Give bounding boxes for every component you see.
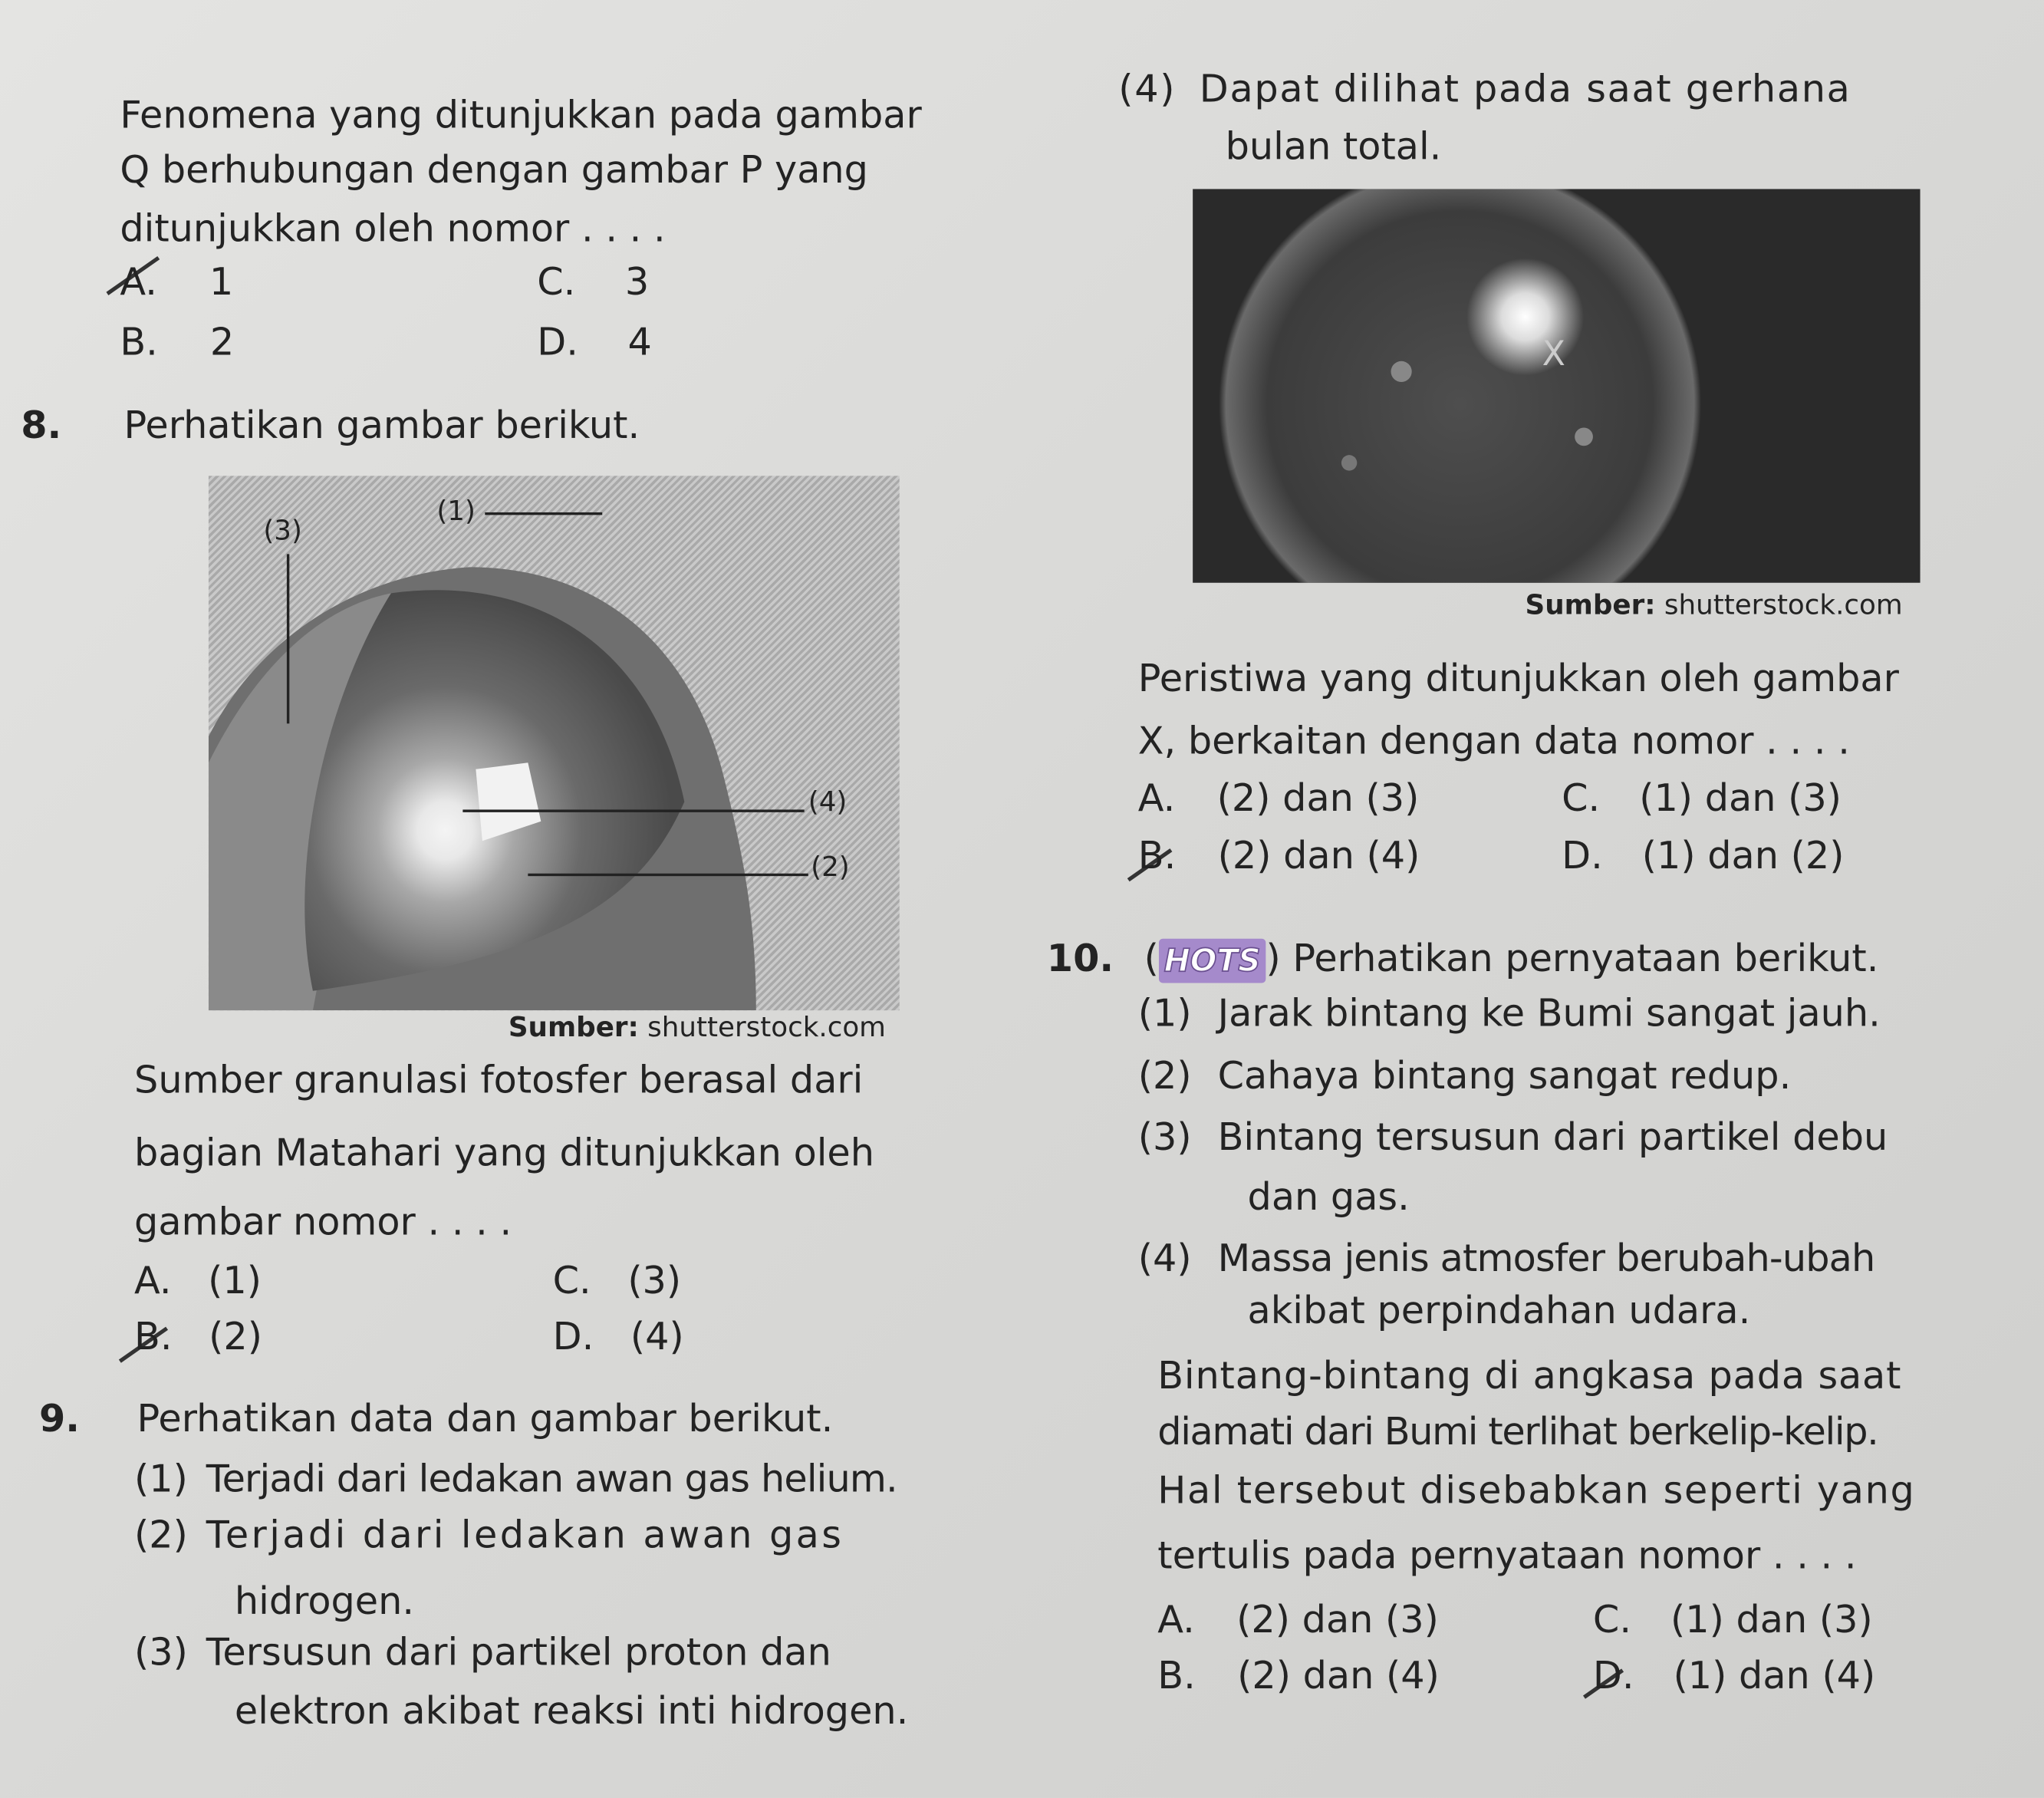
option-letter: A.: [1157, 1597, 1195, 1642]
solar-flare-photo: [1193, 189, 1920, 582]
option-text: (4): [630, 1314, 684, 1359]
option-text: 4: [627, 319, 652, 364]
q9-question-line: Peristiwa yang ditunjukkan oleh gambar: [1137, 655, 1899, 700]
option-text: (1) dan (2): [1641, 833, 1845, 878]
q9-item-2-cont: hidrogen.: [234, 1579, 415, 1624]
q8-line: gambar nomor . . . .: [134, 1199, 512, 1244]
option-text: (2) dan (3): [1216, 776, 1420, 821]
option-text: 1: [209, 259, 234, 305]
q8-line: Sumber granulasi fotosfer berasal dari: [134, 1057, 864, 1102]
q9-prompt: Perhatikan data dan gambar berikut.: [137, 1396, 834, 1441]
q10-item-3: [1138, 1115, 1888, 1159]
q7-option-d[interactable]: [537, 319, 652, 364]
q9-option-d[interactable]: [1562, 833, 1844, 878]
q9-option-c[interactable]: [1562, 776, 1842, 820]
option-letter: C.: [537, 259, 576, 305]
item-text: Cahaya bintang sangat redup.: [1217, 1053, 1792, 1098]
figure-label-3: (3): [263, 515, 302, 547]
item-number: (4): [1137, 1236, 1192, 1281]
option-text: 3: [624, 259, 650, 305]
q10-item-4: [1138, 1236, 1875, 1280]
leader-line: [485, 512, 602, 515]
item-text: Tersusun dari partikel proton dan: [206, 1629, 831, 1675]
q10-item-1: [1138, 991, 1881, 1036]
q10-item-4-cont: akibat perpindahan udara.: [1247, 1288, 1751, 1333]
option-letter: D.: [552, 1314, 594, 1359]
q10-number: 10.: [1046, 936, 1114, 981]
q7-option-b[interactable]: [120, 319, 234, 364]
q9-number: 9.: [38, 1396, 81, 1441]
item-number: (3): [134, 1629, 188, 1675]
q8-option-b[interactable]: [134, 1314, 262, 1358]
item-number: (1): [134, 1456, 188, 1501]
source-label: Sumber:: [1525, 589, 1656, 621]
q9-option-a[interactable]: [1138, 776, 1420, 820]
q10-item-2: [1138, 1053, 1791, 1098]
q7-line: Q berhubungan dengan gambar P yang: [120, 147, 868, 192]
item-text: Massa jenis atmosfer berubah-ubah: [1217, 1236, 1875, 1281]
q8-number: 8.: [21, 403, 62, 447]
q9-item-4: [1118, 67, 1851, 111]
option-letter: D.: [1562, 833, 1603, 878]
q8-option-d[interactable]: [553, 1314, 684, 1358]
figure-source: [509, 1012, 886, 1043]
option-letter: A.: [120, 259, 157, 305]
sun-flare-image: [1193, 189, 1920, 582]
q10-option-b[interactable]: [1157, 1653, 1440, 1698]
q9-item-3: [134, 1630, 831, 1675]
option-letter: C.: [1592, 1597, 1632, 1642]
q10-option-d[interactable]: [1593, 1653, 1875, 1698]
option-text: (2) dan (4): [1217, 833, 1420, 878]
option-text: (1): [208, 1258, 262, 1302]
q7-option-a[interactable]: [120, 259, 233, 304]
option-text: (3): [627, 1258, 682, 1302]
item-number: (4): [1118, 66, 1177, 111]
q10-question-line: diamati dari Bumi terlihat berkelip-kelip.: [1157, 1409, 1878, 1454]
item-text: Terjadi dari ledakan awan gas: [206, 1512, 844, 1557]
q10-question-line: Hal tersebut disebabkan seperti yang: [1157, 1467, 1916, 1513]
q10-question-line: Bintang-bintang di angkasa pada saat: [1157, 1353, 1902, 1398]
option-text: (2) dan (3): [1236, 1597, 1439, 1642]
q9-item-3-cont: elektron akibat reaksi inti hidrogen.: [234, 1688, 909, 1733]
source-label: Sumber:: [508, 1011, 639, 1043]
source-text: shutterstock.com: [1664, 589, 1903, 621]
q10-option-a[interactable]: [1157, 1597, 1439, 1642]
q7-line: Fenomena yang ditunjukkan pada gambar: [120, 92, 922, 137]
figure-label-1: (1): [436, 495, 476, 527]
q9-item-4-cont: bulan total.: [1225, 123, 1442, 169]
q7-line: ditunjukkan oleh nomor . . . .: [120, 206, 666, 251]
source-text: shutterstock.com: [647, 1011, 886, 1043]
option-letter: C.: [552, 1258, 591, 1302]
option-letter: D.: [537, 319, 578, 364]
item-text: Jarak bintang ke Bumi sangat jauh.: [1217, 990, 1881, 1036]
item-number: (2): [1137, 1053, 1192, 1098]
hots-badge: HOTS: [1159, 939, 1266, 983]
item-number: (1): [1137, 990, 1192, 1036]
q9-item-2: [134, 1513, 844, 1557]
option-letter: C.: [1562, 776, 1601, 821]
option-letter: A.: [1137, 776, 1176, 821]
option-text: (2): [209, 1314, 262, 1359]
option-text: (1) dan (3): [1639, 776, 1842, 821]
item-text: Dapat dilihat pada saat gerhana: [1199, 66, 1851, 111]
option-text: (2) dan (4): [1237, 1653, 1440, 1698]
q7-option-c[interactable]: [537, 259, 649, 304]
sun-structure-figure: [209, 476, 900, 1010]
option-text: (1) dan (4): [1673, 1653, 1876, 1698]
q10-option-c[interactable]: [1593, 1597, 1873, 1642]
option-text: 2: [209, 319, 235, 364]
q10-question-line: tertulis pada pernyataan nomor . . . .: [1157, 1533, 1857, 1578]
figure-label-2: (2): [811, 851, 850, 883]
option-text: (1) dan (3): [1670, 1597, 1873, 1642]
photo-source: [1526, 589, 1903, 621]
q9-item-1: [134, 1456, 897, 1500]
q8-option-a[interactable]: [134, 1258, 262, 1302]
q8-line: bagian Matahari yang ditunjukkan oleh: [134, 1130, 875, 1175]
leader-line: [287, 554, 289, 723]
option-letter: A.: [134, 1258, 172, 1302]
option-letter: D.: [1592, 1653, 1634, 1698]
option-letter: B.: [1157, 1653, 1196, 1698]
item-number: (2): [134, 1512, 188, 1557]
q9-option-b[interactable]: [1138, 833, 1420, 878]
item-text: Bintang tersusun dari partikel debu: [1217, 1115, 1888, 1159]
photo-label-x: X: [1542, 334, 1565, 374]
option-letter: B.: [120, 319, 158, 364]
sun-cross-section-illustration: [209, 476, 900, 1010]
q9-question-line: X, berkaitan dengan data nomor . . . .: [1137, 718, 1850, 763]
leader-line: [528, 874, 808, 876]
item-number: (3): [1137, 1115, 1192, 1159]
q10-item-3-cont: dan gas.: [1247, 1174, 1410, 1220]
q8-option-c[interactable]: [553, 1258, 682, 1302]
q10-header: 10. ( HOTS ) Perhatikan pernyataan berikut.: [1047, 936, 1879, 983]
figure-label-4: (4): [808, 785, 848, 818]
leader-line: [462, 809, 804, 812]
q8-prompt: Perhatikan gambar berikut.: [123, 403, 640, 447]
option-letter: B.: [1137, 833, 1177, 878]
q10-prompt: Perhatikan pernyataan berikut.: [1292, 936, 1879, 981]
item-text: Terjadi dari ledakan awan gas helium.: [206, 1456, 897, 1501]
option-letter: B.: [134, 1314, 173, 1359]
